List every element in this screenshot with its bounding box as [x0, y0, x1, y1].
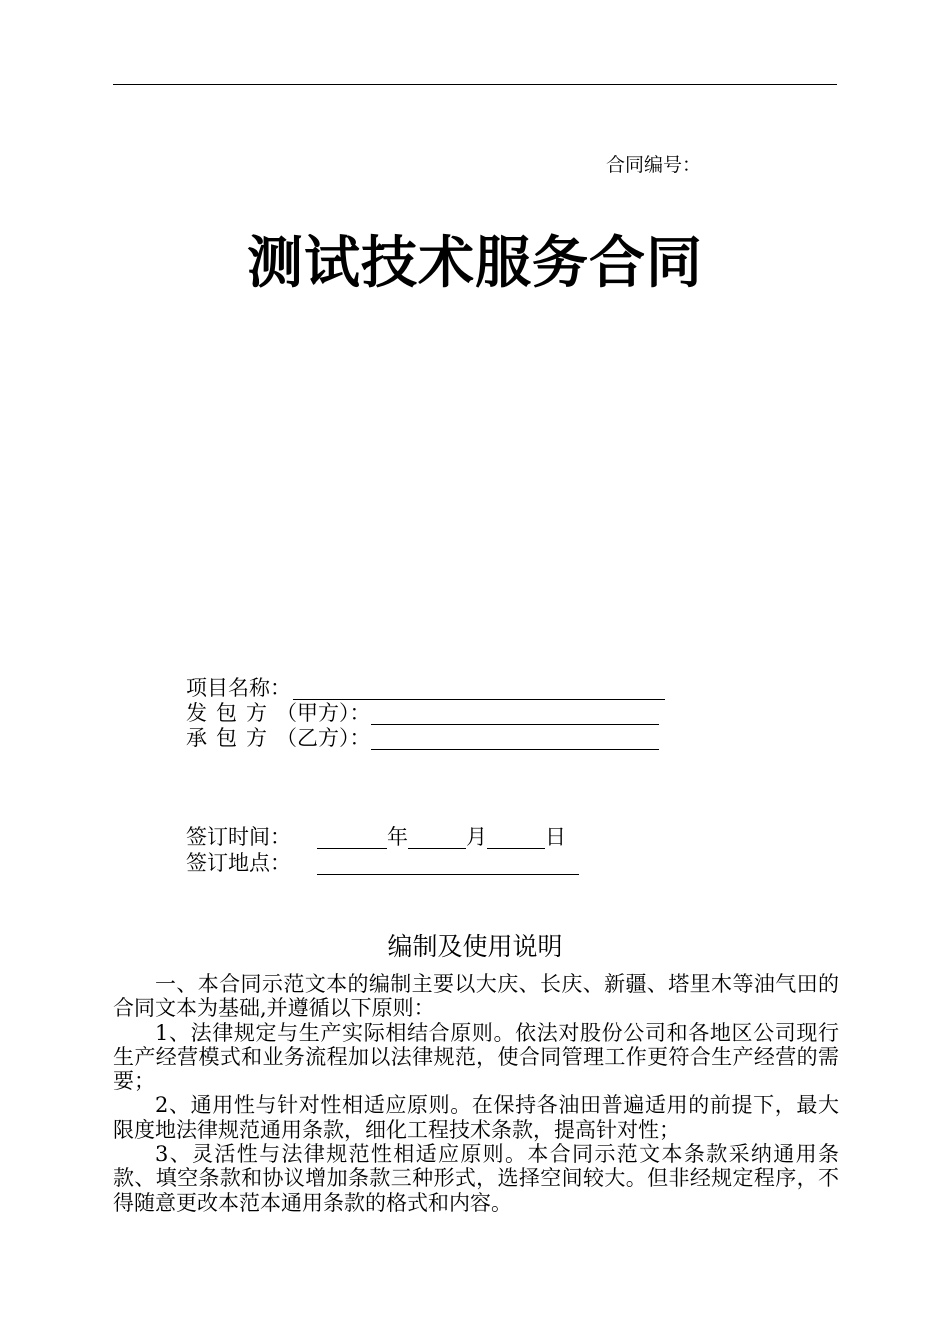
instruction-paragraph: 2、通用性与针对性相适应原则。在保持各油田普遍适用的前提下，最大限度地法律规范通用条款，细化工程技术条款，提高针对性； [113, 1093, 839, 1142]
sign-place-field [186, 851, 579, 875]
project-name-label: 项目名称： [186, 676, 291, 700]
instruction-paragraph: 1、法律规定与生产实际相结合原则。依法对股份公司和各地区公司现行生产经营模式和业务流程加以法律规范，使合同管理工作更符合生产经营的需要； [113, 1020, 839, 1094]
instructions-title: 编制及使用说明 [387, 932, 563, 961]
month-label: 月 [466, 825, 487, 849]
contract-number-label: 合同编号： [606, 154, 702, 176]
sign-time-label: 签订时间： [186, 825, 291, 849]
month-blank[interactable] [408, 828, 466, 849]
project-name-field [186, 676, 665, 700]
party-a-field [186, 701, 659, 725]
project-name-blank[interactable] [293, 679, 665, 700]
party-b-suffix: （乙方）： [276, 726, 371, 750]
sign-place-blank[interactable] [317, 854, 579, 875]
day-label: 日 [545, 825, 566, 849]
day-blank[interactable] [487, 828, 545, 849]
party-a-blank[interactable] [371, 704, 659, 725]
party-b-field [186, 726, 659, 750]
sign-place-label: 签订地点： [186, 851, 291, 875]
document-title: 测试技术服务合同 [247, 231, 703, 296]
party-a-suffix: （甲方）： [276, 701, 371, 725]
instructions-body [113, 972, 839, 1215]
instruction-paragraph: 3、灵活性与法律规范性相适应原则。本合同示范文本条款采纳通用条款、填空条款和协议增加条款三种形式，选择空间较大。但非经规定程序，不得随意更改本范本通用条款的格式和内容。 [113, 1142, 839, 1215]
party-b-label: 承包方 [186, 726, 276, 750]
instruction-paragraph: 一、本合同示范文本的编制主要以大庆、长庆、新疆、塔里木等油气田的合同文本为基础,并遵循以下原则： [113, 972, 839, 1021]
party-a-label: 发包方 [186, 701, 276, 725]
year-blank[interactable] [317, 828, 387, 849]
party-b-blank[interactable] [371, 729, 659, 750]
sign-time-field [186, 825, 566, 849]
top-rule [113, 84, 837, 85]
year-label: 年 [387, 825, 408, 849]
